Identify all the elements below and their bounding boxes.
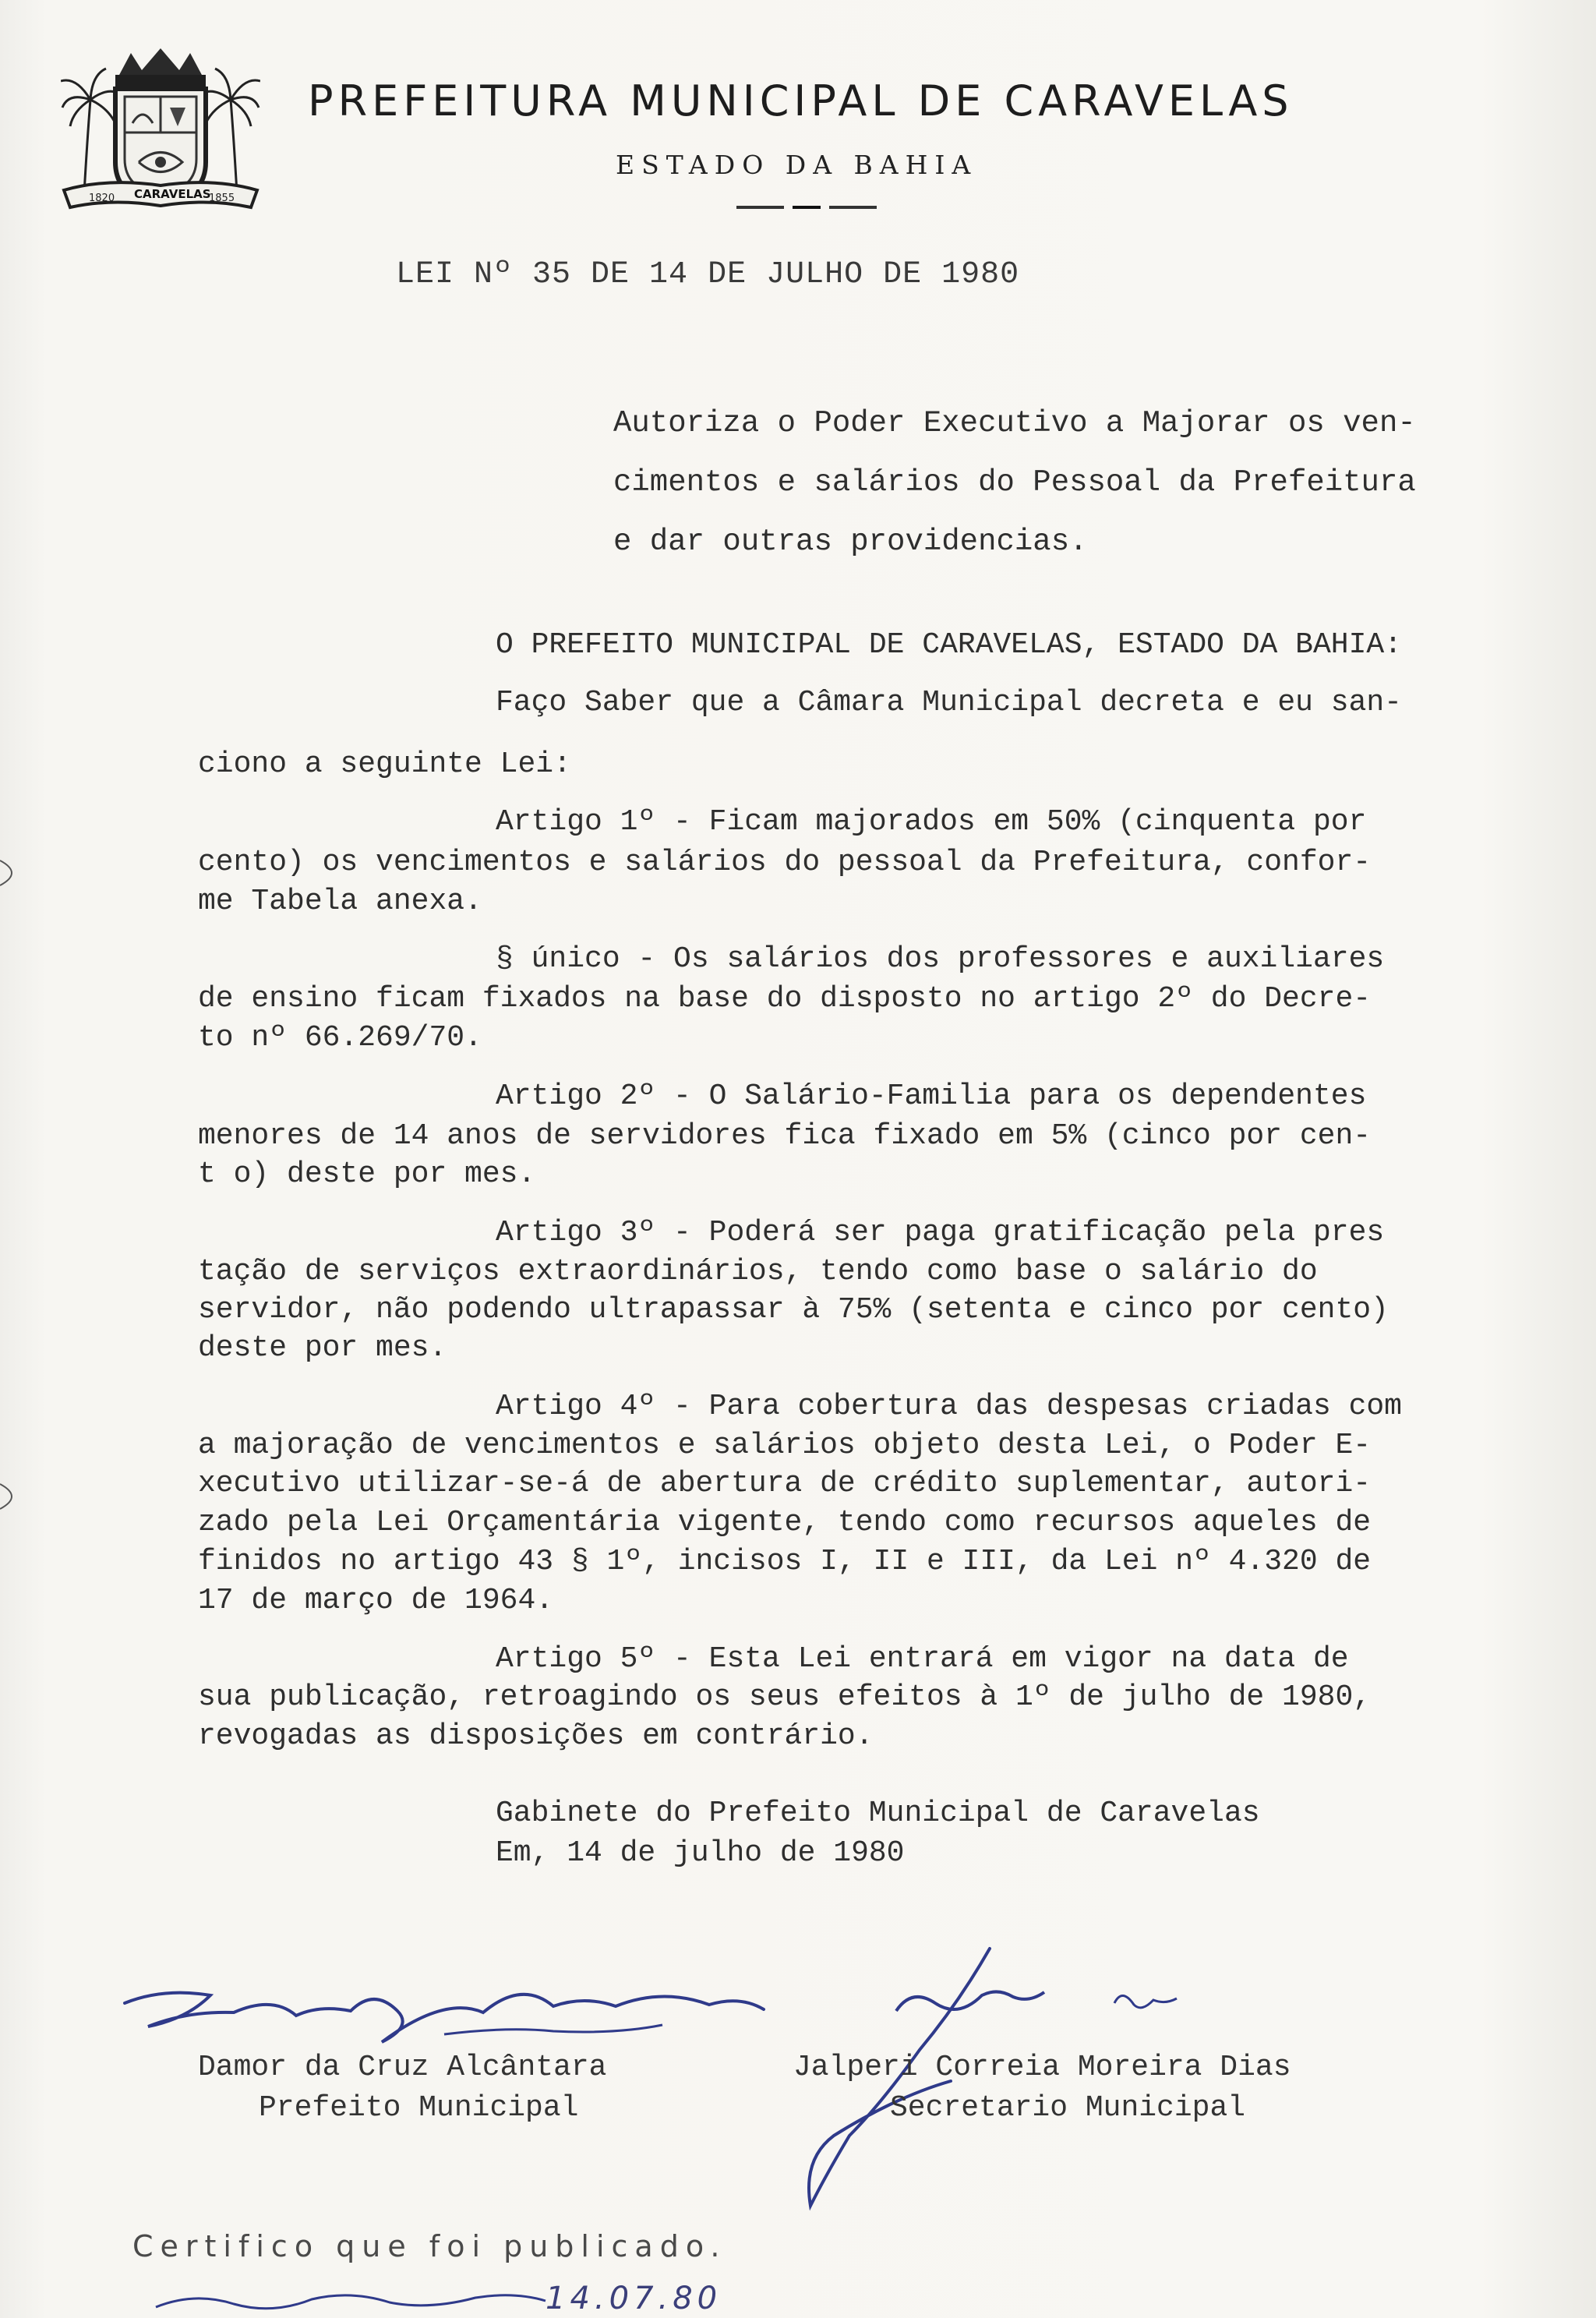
art4-line: zado pela Lei Orçamentária vigente, tendo como recursos aqueles de <box>198 1506 1372 1539</box>
crest-year-left: 1820 <box>89 193 115 204</box>
crest-name: CARAVELAS <box>134 187 211 201</box>
certification-date: 14.07.80 <box>546 2281 722 2316</box>
law-title: LEI Nº 35 DE 14 DE JULHO DE 1980 <box>396 257 1020 292</box>
paragrafo-line: § único - Os salários dos professores e auxiliares <box>496 942 1385 976</box>
preamble-line: O PREFEITO MUNICIPAL DE CARAVELAS, ESTADO DA BAHIA: <box>496 628 1402 662</box>
preamble-line: Faço Saber que a Câmara Municipal decreta e eu san- <box>496 686 1402 719</box>
art5-line: Artigo 5º - Esta Lei entrará em vigor na data de <box>496 1642 1349 1676</box>
art3-line: deste por mes. <box>198 1331 447 1365</box>
punch-hole-mark <box>0 857 31 889</box>
art2-line: Artigo 2º - O Salário-Familia para os dependentes <box>496 1079 1367 1113</box>
art2-line: menores de 14 anos de servidores fica fixado em 5% (cinco por cen- <box>198 1119 1372 1153</box>
ementa-line: Autoriza o Poder Executivo a Majorar os ven- <box>613 406 1416 440</box>
signature-right-role: Secretario Municipal <box>890 2091 1246 2125</box>
art4-line: Artigo 4º - Para cobertura das despesas criadas com <box>496 1390 1402 1423</box>
ementa-line: e dar outras providencias. <box>613 525 1088 559</box>
signature-right-name: Jalperi Correia Moreira Dias <box>793 2051 1291 2084</box>
law-ementa <box>613 394 1416 571</box>
ementa-line: cimentos e salários do Pessoal da Prefeitura <box>613 465 1416 500</box>
signature-left-name: Damor da Cruz Alcântara <box>198 2051 607 2084</box>
header-title: PREFEITURA MUNICIPAL DE CARAVELAS <box>308 76 1294 125</box>
header-subtitle: ESTADO DA BAHIA <box>616 150 978 180</box>
signature-left-role: Prefeito Municipal <box>259 2091 579 2125</box>
art5-line: revogadas as disposições em contrário. <box>198 1719 874 1753</box>
header-divider <box>736 206 877 209</box>
coat-of-arms-icon <box>61 45 260 215</box>
art2-line: t o) deste por mes. <box>198 1157 536 1191</box>
punch-hole-mark <box>0 1481 31 1512</box>
paragrafo-line: to nº 66.269/70. <box>198 1021 482 1055</box>
art3-line: Artigo 3º - Poderá ser paga gratificação pela pres <box>496 1216 1385 1249</box>
certification-text: Certifico que foi publicado. <box>132 2229 727 2263</box>
art1-line: cento) os vencimentos e salários do pessoal da Prefeitura, confor- <box>198 846 1372 879</box>
preamble-line: ciono a seguinte Lei: <box>198 747 571 781</box>
certification-signature <box>148 2284 553 2318</box>
art3-line: servidor, não podendo ultrapassar à 75% (setenta e cinco por cento) <box>198 1293 1389 1327</box>
art4-line: xecutivo utilizar-se-á de abertura de crédito suplementar, autori- <box>198 1467 1372 1500</box>
art4-line: 17 de março de 1964. <box>198 1584 554 1617</box>
art3-line: tação de serviços extraordinários, tendo como base o salário do <box>198 1255 1318 1288</box>
closing-date: Em, 14 de julho de 1980 <box>496 1836 905 1870</box>
paragrafo-line: de ensino ficam fixados na base do disposto no artigo 2º do Decre- <box>198 982 1372 1016</box>
crest-year-right: 1855 <box>209 193 235 204</box>
art1-line: me Tabela anexa. <box>198 885 482 918</box>
art5-line: sua publicação, retroagindo os seus efeitos à 1º de julho de 1980, <box>198 1680 1372 1714</box>
art4-line: a majoração de vencimentos e salários objeto desta Lei, o Poder E- <box>198 1429 1372 1462</box>
closing-line: Gabinete do Prefeito Municipal de Caravelas <box>496 1797 1260 1830</box>
art1-line: Artigo 1º - Ficam majorados em 50% (cinquenta por <box>496 805 1367 839</box>
art4-line: finidos no artigo 43 § 1º, incisos I, II e III, da Lei nº 4.320 de <box>198 1545 1372 1578</box>
